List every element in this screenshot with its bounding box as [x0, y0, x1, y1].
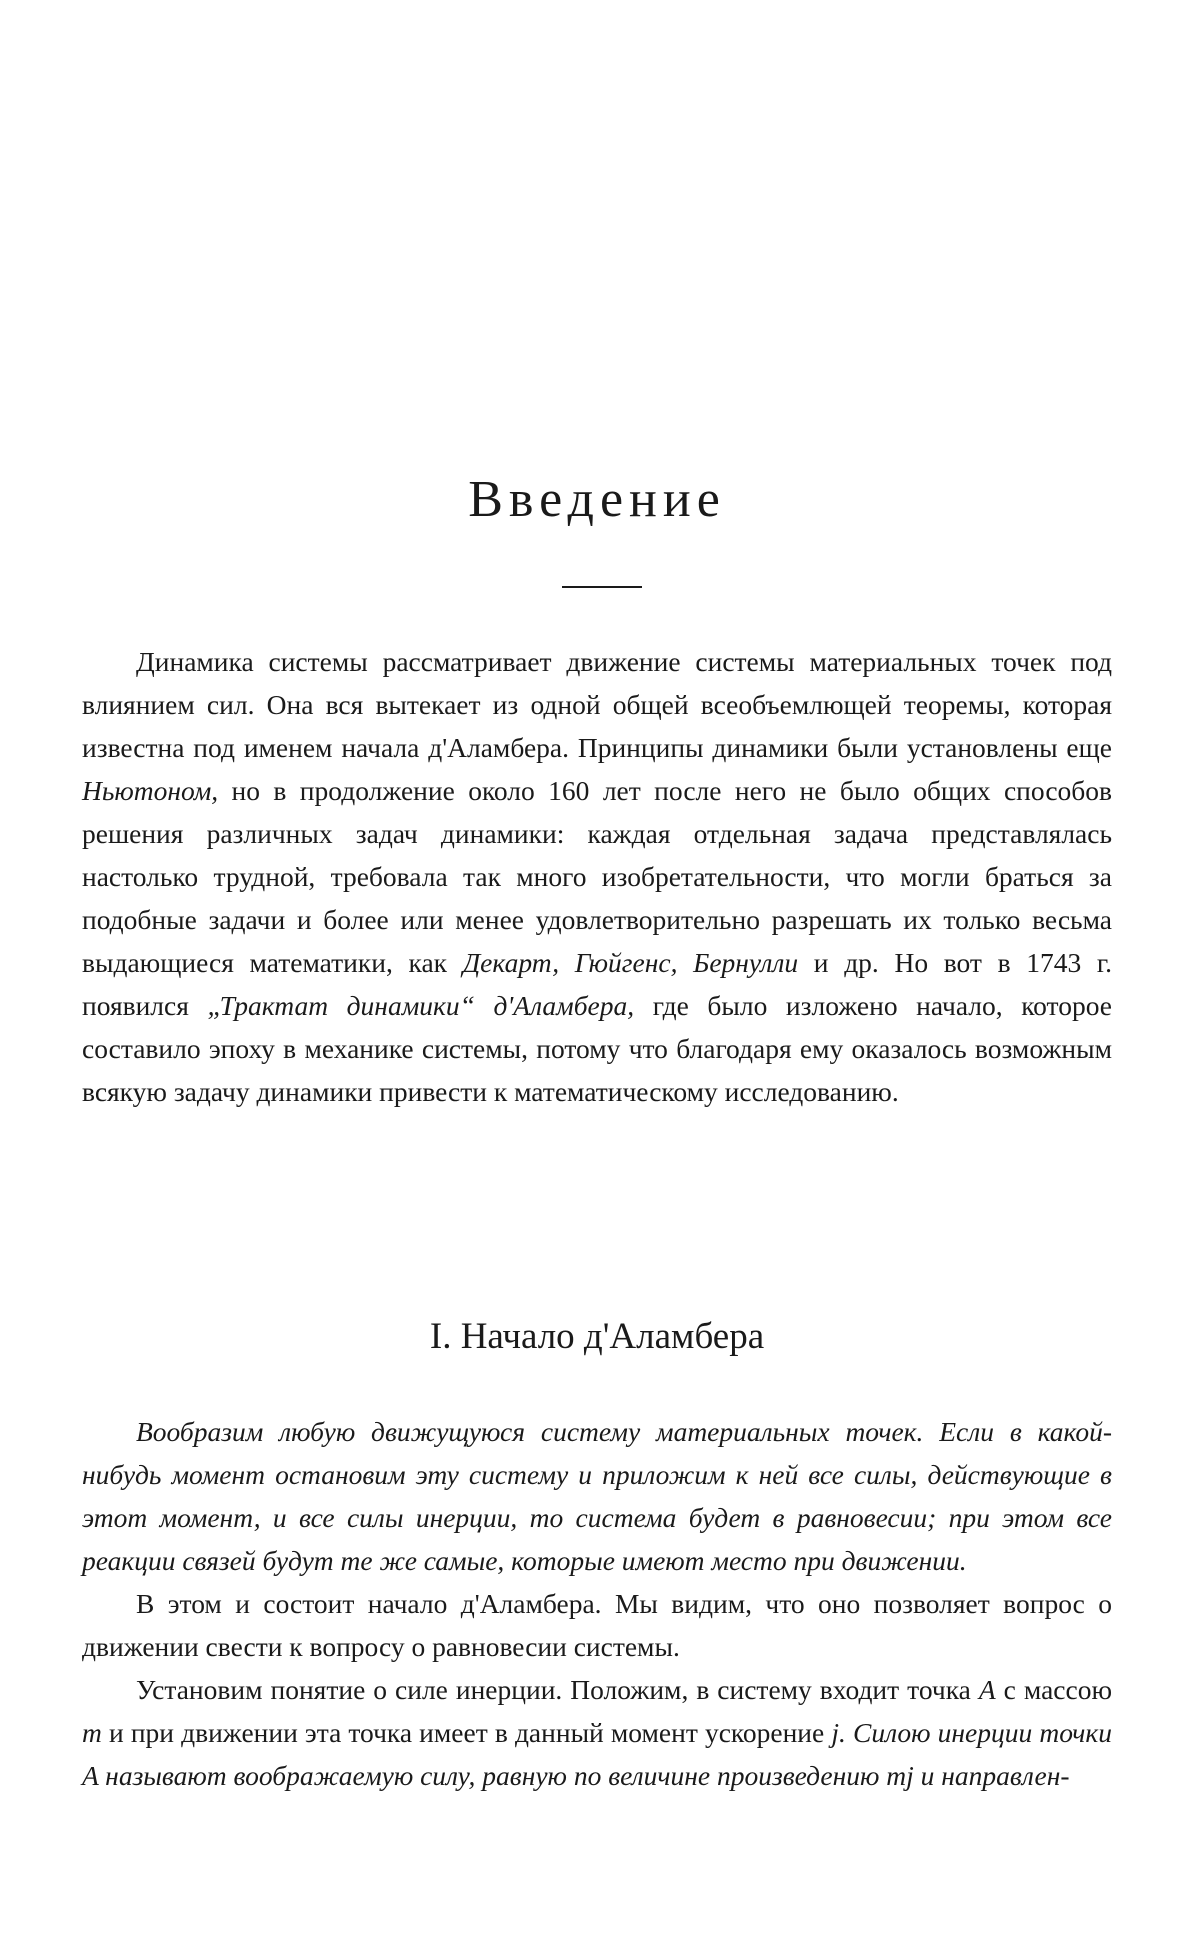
- intro-text-part: где было изложено начало, которое составило эпоху в механике системы, потому что благодаря ему оказалось возможным всякую задачу динамики привести к математическому исследованию.: [82, 990, 1112, 1107]
- name-newton: Ньютоном,: [82, 775, 219, 806]
- section-paragraph: В этом и состоит начало д'Аламбера. Мы видим, что оно позволяет вопрос о движении свести к вопросу о равновесии системы.: [82, 1588, 1112, 1662]
- inertia-paragraph: [82, 1668, 1112, 1797]
- treatise-title: „Трактат динамики“ д'Аламбера,: [207, 990, 635, 1021]
- title-divider: [562, 586, 642, 588]
- intro-text-part: но в продолжение около 160 лет после него не было общих способов решения различных задач динамики: каждая отдельная задача представлялась настолько трудной, требовала так много изобретательности, что могли браться за подобные задачи и более или менее удовлетворительно разрешать их только весьма выдающиеся математики, как: [82, 775, 1112, 978]
- section-body: [82, 1410, 1112, 1797]
- dalembert-principle-statement: Вообразим любую движущуюся систему материальных точек. Если в какой-нибудь момент остановим эту систему и приложим к ней все силы, действующие в этот момент, и все силы инерции, то система будет в равновесии; при этом все реакции связей будут те же самые, которые имеют место при движении.: [82, 1416, 1112, 1576]
- inertia-definition: Силою инерции точки A называют воображаемую силу, равную по величине произведению mj и направлен-: [82, 1717, 1113, 1791]
- inertia-text-part: Установим понятие о силе инерции. Положим, в систему входит точка: [136, 1674, 979, 1705]
- inertia-text-part: с массою: [995, 1674, 1112, 1705]
- intro-paragraph: [82, 640, 1112, 1113]
- intro-text: [82, 640, 1112, 1113]
- acceleration-symbol: j.: [831, 1717, 846, 1748]
- chapter-title: Введение: [468, 471, 726, 528]
- section-title: I. Начало д'Аламбера: [429, 1316, 765, 1357]
- intro-text-part: и др. Но вот в 1743 г. появился: [82, 947, 1112, 1021]
- intro-text-part: Динамика системы рассматривает движение системы материальных точек под влиянием сил. Она вся вытекает из одной общей всеобъемлющей теоремы, которая известна под именем начала д'Аламбера. Принципы динамики были установлены еще: [82, 646, 1112, 763]
- mass-symbol: m: [82, 1717, 102, 1748]
- inertia-text-part: и при движении эта точка имеет в данный момент ускорение: [101, 1717, 832, 1748]
- names-mathematicians: Декарт, Гюйгенс, Бернулли: [462, 947, 799, 978]
- point-symbol: A: [978, 1674, 996, 1705]
